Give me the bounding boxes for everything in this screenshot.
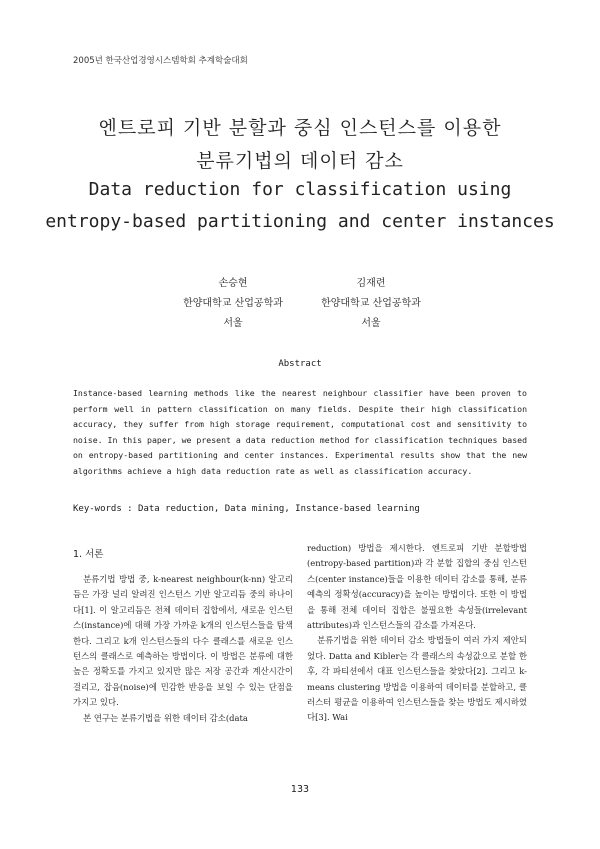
author-name: 손승현 — [218, 278, 248, 289]
paragraph: 본 연구는 분류기법을 위한 데이터 감소(data — [83, 712, 248, 723]
author-city: 서울 — [361, 318, 381, 329]
abstract-heading: Abstract — [278, 359, 322, 369]
author-name: 김재련 — [356, 278, 386, 289]
paragraph: reduction) 방법을 제시한다. 엔트로피 기반 분할방법(entropy-based partition)과 각 분할 집합의 중심 인스턴스(center instance)들을 이용한 데이터 감소를 통해, 분류 예측의 정확성(accuracy)을 높이는 방법이다. 또한 이 방법을 통해 전체 데이터 집합은 불필요한 속성들(irrelevant attributes)과 인스턴스들의 감소를 가져온다. — [307, 543, 527, 631]
korean-title-line-2: 분류기법의 데이터 감소 — [196, 150, 404, 172]
author-block-2 — [286, 274, 456, 334]
english-title-line-2: entropy-based partitioning and center instances — [45, 211, 555, 232]
right-column — [307, 541, 527, 726]
korean-title-line-1: 엔트로피 기반 분할과 중심 인스턴스를 이용한 — [98, 117, 502, 139]
conference-header: 2005년 한국산업경영시스템학회 추계학술대회 — [73, 56, 248, 66]
page-number: 133 — [290, 784, 310, 795]
keywords: Key-words : Data reduction, Data mining, Instance-based learning — [73, 504, 420, 514]
english-title-line-1: Data reduction for classification using — [88, 179, 512, 200]
abstract-body: Instance-based learning methods like the nearest neighbour classifier have been proven to perform well in pattern classification on many fields. Despite their high classification accuracy, they suffer from high storage requirement, computational cost and sensitivity to noise. In this paper, we present a data reduction method for classification techniques based on entropy-based partitioning and center instances. Experimental results show that the new algorithms achieve a high data reduction rate as well as classification accuracy. — [73, 388, 527, 476]
author-city: 서울 — [223, 318, 243, 329]
section-title: 1. 서론 — [73, 549, 104, 560]
paragraph: 분류기법 방법 중, k-nearest neighbour(k-nn) 알고리듬은 가장 널리 알려진 인스턴스 기반 알고리듬 중의 하나이다[1]. 이 알고리듬은 전체 데이터 집합에서, 새로운 인스턴스(instance)에 대해 가장 가까운 k개의 인스턴스들을 탐색한다. 그리고 k개 인스턴스들의 다수 클래스를 새로운 인스턴스의 클래스로 예측하는 방법이다. 이 방법은 분류에 대한 높은 정확도를 가지고 있지만 많은 저장 공간과 계산시간이 걸리고, 잡음(noise)에 민감한 반응을 보일 수 있는 단점을 가지고 있다. — [73, 574, 293, 708]
paragraph: 분류기법을 위한 데이터 감소 방법들이 여러 가지 제안되었다. Datta and Kibler는 각 클래스의 속성값으로 분할 한 후, 각 파티션에서 대표 인스턴스들을 찾았다[2]. 그리고 k-means clustering 방법을 이용하여 데이터를 분할하고, 클러스터 평균을 이용하여 인스턴스들을 찾는 방법도 제시하였다[3]. Wai — [307, 635, 527, 723]
author-affiliation: 한양대학교 산업공학과 — [183, 298, 283, 309]
left-column — [73, 572, 293, 726]
author-affiliation: 한양대학교 산업공학과 — [321, 298, 421, 309]
